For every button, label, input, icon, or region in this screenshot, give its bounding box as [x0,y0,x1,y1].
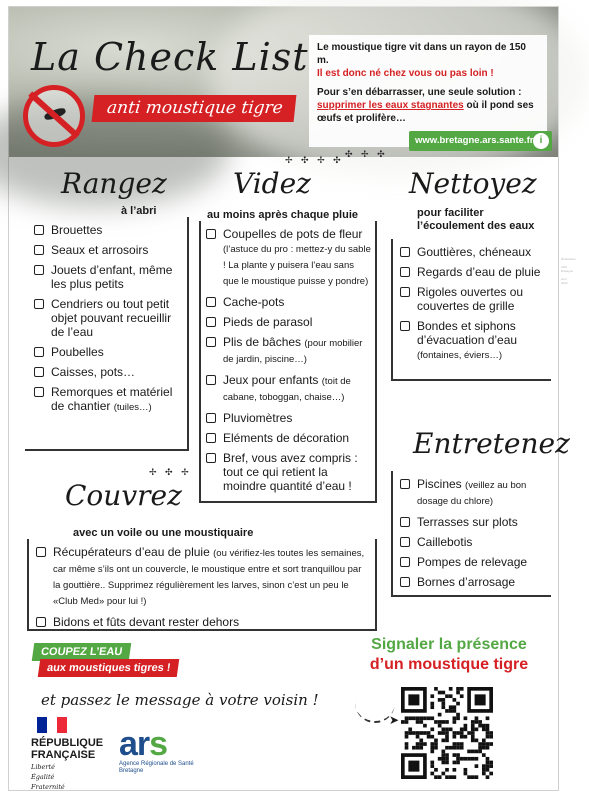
nettoyez-item-label: Rigoles ouvertes ou couvertes de grille [417,285,524,313]
videz-item-note: (toit de cabane, toboggan, chaise…) [223,376,351,403]
checkbox-icon[interactable] [34,367,44,377]
checkbox-icon[interactable] [36,547,46,557]
marianne-flag-icon [37,717,67,733]
nettoyez-list [397,245,545,369]
videz-item-label: Cache-pots [223,295,285,309]
couvrez-title: Couvrez [65,479,182,512]
rangez-list [31,223,183,421]
cut-water-tag: COUPEZ L’EAU [32,643,132,661]
checkbox-icon[interactable] [34,299,44,309]
rangez-item-label: Poubelles [51,345,104,359]
poster-subtitle: anti moustique tigre [92,95,297,122]
checkbox-icon[interactable] [206,297,216,307]
videz-item [203,431,371,445]
videz-title: Videz [233,167,311,200]
info-line-3: Pour s’en débarrasser, une seule solution : [317,87,522,98]
rangez-item [31,243,183,257]
couvrez-subtitle: avec un voile ou une moustiquaire [73,527,254,539]
videz-item-label: Jeux pour enfants [223,373,319,387]
nettoyez-item-label: Bondes et siphons d’évacuation d’eau [417,319,518,347]
couvrez-item-label: Bidons et fûts devant rester dehors [53,615,240,629]
entretenez-item-label: Terrasses sur plots [417,515,518,529]
info-line-2: Il est donc né chez vous ou pas loin ! [317,68,494,79]
mosquito-swarm-icon: ✢ ✣ ✢ ✣ [285,155,344,165]
checkbox-icon[interactable] [34,245,44,255]
couvrez-item [33,545,369,609]
nettoyez-item-note: (fontaines, éviers…) [417,350,503,361]
entretenez-item [397,555,545,569]
checkbox-icon[interactable] [206,229,216,239]
videz-item [203,335,371,367]
videz-item-note: (pour mobilier de jardin, piscine…) [223,338,363,365]
info-highlight: supprimer les eaux stagnantes [317,100,464,111]
nettoyez-item [397,319,545,363]
rangez-item-label: Brouettes [51,223,103,237]
nettoyez-item [397,245,545,259]
videz-item [203,451,371,493]
entretenez-title: Entretenez [413,427,570,460]
rangez-item-label: Jouets d’enfant, même les plus petits [51,263,173,291]
videz-item-label: Coupelles de pots de fleur [223,227,363,241]
videz-item [203,315,371,329]
checkbox-icon[interactable] [400,517,410,527]
no-mosquito-icon [23,85,85,147]
checkbox-icon[interactable] [34,387,44,397]
videz-item [203,373,371,405]
videz-item [203,295,371,309]
rangez-item [31,345,183,359]
checkbox-icon[interactable] [400,267,410,277]
videz-item-note: (l’astuce du pro : mettez-y du sable ! La plante y puisera l’eau sans que le moustique puisse y pondre) [223,244,371,287]
checkbox-icon[interactable] [206,337,216,347]
checkbox-icon[interactable] [206,413,216,423]
info-icon: i [533,133,549,149]
nettoyez-item [397,265,545,279]
checkbox-icon[interactable] [400,577,410,587]
rangez-item [31,263,183,291]
couvrez-item-note: (ou vérifiez-les toutes les semaines, car même s’ils ont un couvercle, le moustique entre et sort tranquillou par la gouttière.. Supprimez régulièrement les larves, sinon c’est un peu le «Club Med» pour lui !) [53,548,365,607]
videz-subtitle: au moins après chaque pluie [207,209,358,221]
poster-title: La Check List [31,35,309,79]
rangez-item [31,365,183,379]
entretenez-item-label: Pompes de relevage [417,555,528,569]
checkbox-icon[interactable] [34,265,44,275]
checkbox-icon[interactable] [206,453,216,463]
pass-message-text: et passez le message à votre voisin ! [41,691,319,709]
checkbox-icon[interactable] [400,321,410,331]
videz-item-label: Plis de bâches [223,335,302,349]
checkbox-icon[interactable] [400,557,410,567]
videz-item [203,411,371,425]
report-heading: Signaler la présence d’un moustique tigre [369,636,529,673]
rangez-item [31,297,183,339]
mosquito-tag: aux moustiques tigres ! [38,659,180,677]
poster: La Check List anti moustique tigre Le moustique tigre vit dans un rayon de 150 m. Il est donc né chez vous ou pas loin ! Pour s’en débarrasser, une seule solution : supprimer les eaux stagnantes où il pond ses œufs et prolifère… www.bretagne.ars.sante.fr i Réalisation : ARS Bretagne - avril 2022 Rangez à l’abri Brouettes Seaux et arrosoirs Jouets d’enfant, même les plus petits Cendriers ou tout petit objet pouvant recueillir de l’eau Poubelles Caisses, pots… Remorques et matériel de chantier (tuiles…) Videz ✢ ✣ ✢ ✣ au moins après chaque pluie Coupelles de pots de fleur (l’astuce du pro : mettez-y du sable ! La plante y puisera l’eau sans que le moustique puisse y pondre) Cache-pots Pieds de parasol Plis de bâches (pour mobilier de jardin, piscine…) Jeux pour enfants (toit de cabane, toboggan, chaise…) Pluviomètres Eléments de décoration Bref, vous avez compris : tout ce qui retient la moindre quantité d’eau ! Nettoyez ✣ ✢ ✣ pour faciliter l’écoulement des eaux Gouttières, chéneaux Regards d’eau de pluie Rigoles ouvertes ou couvertes de grille Bondes et siphons d’évacuation d’eau (fontaines, éviers…) Entretenez Piscines (veillez au bon dosage du chlore) Terrasses sur plots Caillebotis Pompes de relevage Bornes d’arrosage Couvrez ✢ ✣ ✢ avec un voile ou une moustiquaire Récupérateurs d’eau de pluie (ou vérifiez-les toutes les semaines, car même s’ils ont un couvercle, le moustique entre et sort tranquillou par la gouttière.. Supprimez régulièrement les larves, sinon c’est un peu le «Club Med» pour lui !) Bidons et fûts devant rester dehors COUPEZ L’EAU aux moustiques tigres ! et passez le message à votre voisin ! RÉPUBLIQUE FRANÇAISE Liberté Égalité Fraternité ars Agence Régionale de Santé Bretagne Signaler la présence d’un moustique tigre ➤ [8,6,559,791]
nettoyez-item [397,285,545,313]
videz-item-label: Bref, vous avez compris : tout ce qui retient la moindre quantité d’eau ! [223,451,358,493]
entretenez-item-label: Piscines [417,477,462,491]
entretenez-item-label: Caillebotis [417,535,473,549]
couvrez-list [33,545,369,635]
ars-logo: ars Agence Régionale de Santé Bretagne [119,725,194,774]
qr-code[interactable] [401,687,493,779]
checkbox-icon[interactable] [400,287,410,297]
rangez-subtitle: à l’abri [121,205,157,217]
checkbox-icon[interactable] [206,317,216,327]
nettoyez-item-label: Regards d’eau de pluie [417,265,541,279]
entretenez-item-label: Bornes d’arrosage [417,575,516,589]
couvrez-item-label: Récupérateurs d’eau de pluie [53,545,210,559]
entretenez-item-note: (veillez au bon dosage du chlore) [417,480,527,507]
rangez-item-label: Caisses, pots… [51,365,136,379]
checkbox-icon[interactable] [400,537,410,547]
side-credits: Réalisation : ARS Bretagne - avril 2022 [561,257,576,285]
checkbox-icon[interactable] [206,375,216,385]
nettoyez-subtitle: pour faciliter l’écoulement des eaux [417,207,535,232]
entretenez-item [397,575,545,589]
nettoyez-item-label: Gouttières, chéneaux [417,245,532,259]
rangez-item-label: Remorques et matériel de chantier [51,385,173,413]
nettoyez-title: Nettoyez [409,167,537,200]
checkbox-icon[interactable] [206,433,216,443]
entretenez-item [397,515,545,529]
checkbox-icon[interactable] [400,479,410,489]
videz-list [203,227,371,499]
checkbox-icon[interactable] [34,347,44,357]
rangez-item-label: Seaux et arrosoirs [51,243,149,257]
rangez-item [31,223,183,237]
videz-item-label: Pieds de parasol [223,315,313,329]
entretenez-list [397,477,545,595]
rangez-item-note: (tuiles…) [113,402,152,413]
videz-item-label: Eléments de décoration [223,431,350,445]
website-link[interactable]: www.bretagne.ars.sante.fr i [409,131,552,151]
videz-item [203,227,371,289]
couvrez-item [33,615,369,629]
rangez-item [31,385,183,415]
checkbox-icon[interactable] [36,617,46,627]
checkbox-icon[interactable] [400,247,410,257]
info-line-4: où il pond ses œufs et prolifère… [317,100,534,124]
info-line-1: Le moustique tigre vit dans un rayon de 150 m. [317,42,526,66]
rangez-title: Rangez [61,167,167,200]
rangez-item-label: Cendriers ou tout petit objet pouvant recueillir de l’eau [51,297,172,339]
checkbox-icon[interactable] [34,225,44,235]
republique-francaise-logo: RÉPUBLIQUE FRANÇAISE Liberté Égalité Fraternité [31,717,111,791]
entretenez-item [397,535,545,549]
entretenez-item [397,477,545,509]
videz-item-label: Pluviomètres [223,411,293,425]
hero-banner [9,7,558,157]
